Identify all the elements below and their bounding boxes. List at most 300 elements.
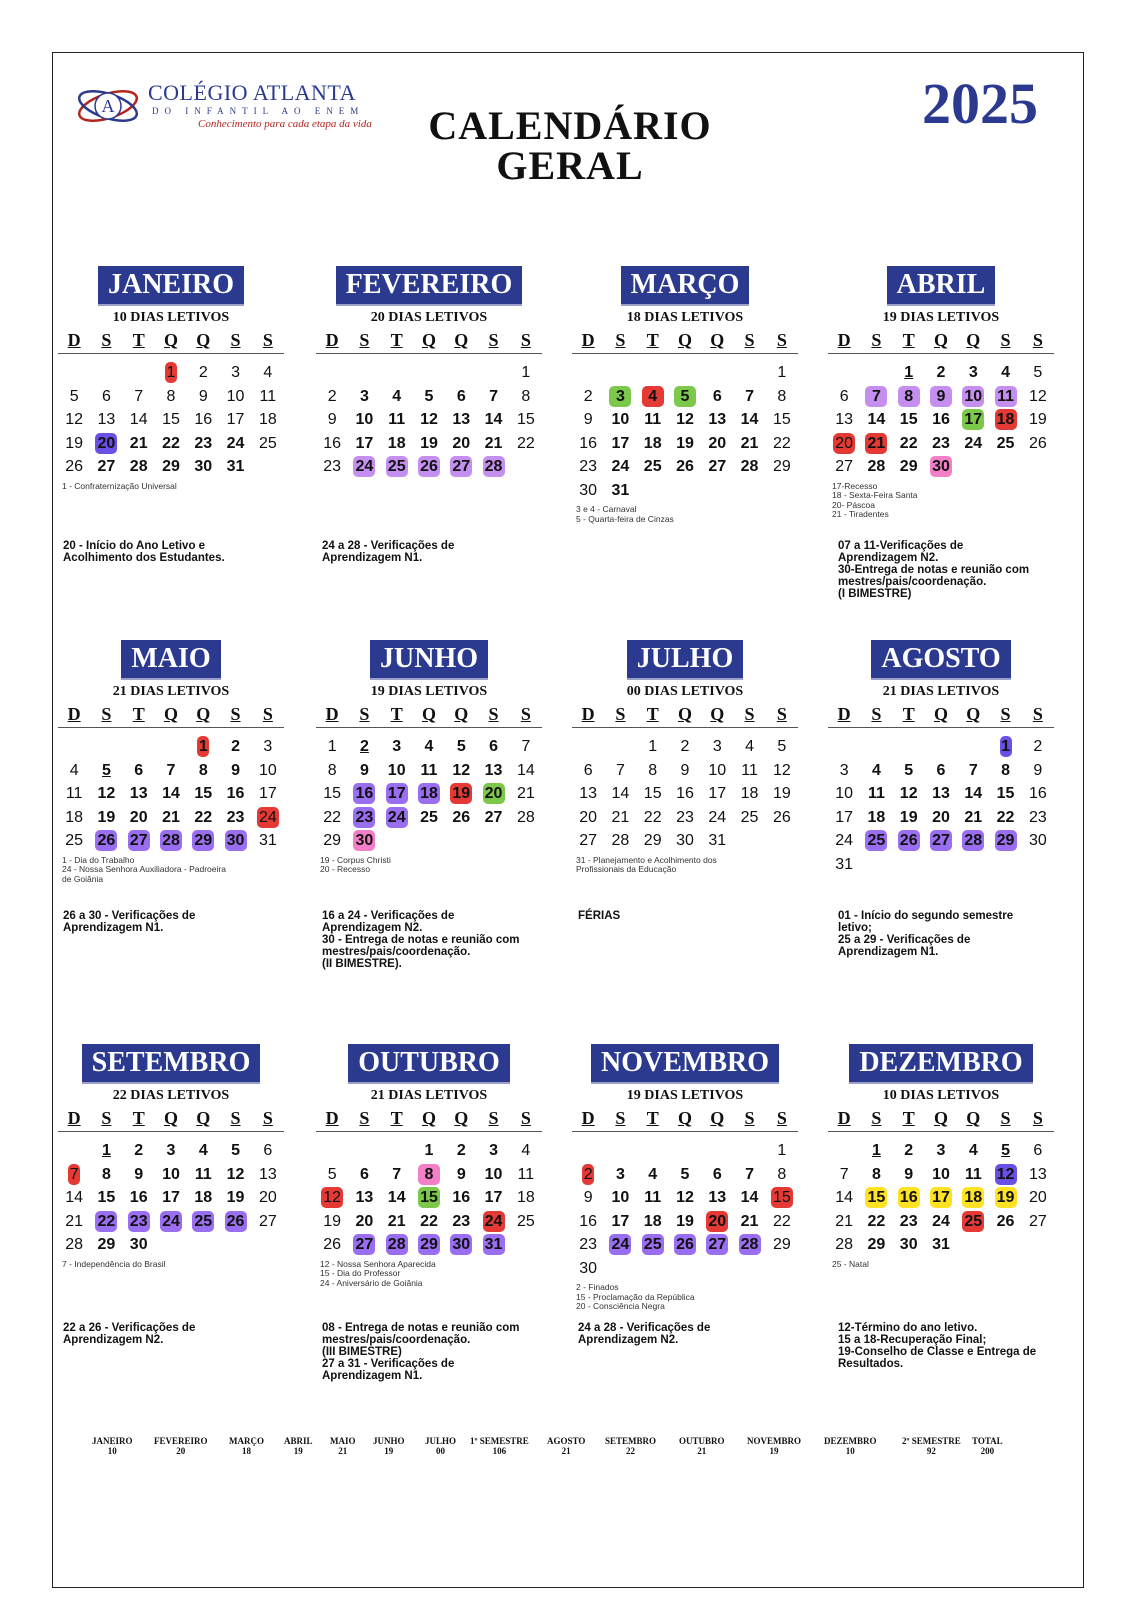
weekday-header: S <box>348 1106 380 1132</box>
day-number: 8 <box>327 761 337 779</box>
day-cell <box>58 456 90 480</box>
day-number: 15 <box>996 785 1015 802</box>
day-number: 29 <box>97 1236 116 1253</box>
weekday-header: Q <box>701 702 733 728</box>
summary-label: ABRIL <box>284 1436 313 1446</box>
grid-spacer <box>187 1132 219 1140</box>
day-cell <box>155 409 187 433</box>
day-number: 27 <box>708 458 727 475</box>
day-number: 17 <box>835 808 854 826</box>
grid-spacer <box>413 1132 445 1140</box>
day-number: 20 <box>258 1189 277 1206</box>
grid-spacer <box>219 728 251 736</box>
holiday-note: Profissionais da Educação <box>576 864 677 874</box>
day-number: 15 <box>194 785 213 802</box>
day-cell <box>90 1187 122 1211</box>
day-cell <box>572 1187 604 1211</box>
day-cell <box>572 1258 604 1282</box>
day-number: 28 <box>611 832 630 849</box>
day-number: 14 <box>516 761 535 779</box>
day-number: 16 <box>932 411 950 428</box>
day-number: 2 <box>1033 738 1043 755</box>
grid-spacer <box>604 728 636 736</box>
day-number: 7 <box>968 761 978 779</box>
day-number: 27 <box>484 808 503 826</box>
day-number: 24 <box>609 1234 631 1255</box>
day-cell <box>90 456 122 480</box>
weekday-header: D <box>828 1106 860 1132</box>
day-number: 16 <box>129 1189 148 1206</box>
day-number: 12 <box>226 1165 245 1183</box>
day-number: 25 <box>258 434 277 452</box>
weekday-header: S <box>510 702 542 728</box>
day-cell <box>925 1187 957 1211</box>
day-number: 30 <box>225 830 247 851</box>
summary-cell <box>373 1436 405 1456</box>
day-number: 2 <box>198 364 208 381</box>
day-number: 7 <box>134 387 144 405</box>
day-cell <box>1022 736 1054 760</box>
day-cell <box>766 362 798 386</box>
day-cell <box>925 1164 957 1188</box>
day-number: 2 <box>134 1142 144 1159</box>
day-number: 5 <box>1001 1142 1011 1159</box>
day-cell <box>477 386 509 410</box>
grid-spacer <box>701 1132 733 1140</box>
weekday-header: S <box>90 328 122 354</box>
day-cell <box>733 433 765 457</box>
day-cell <box>316 783 348 807</box>
day-cell <box>477 433 509 457</box>
empty-day <box>155 736 187 760</box>
day-number: 20 <box>833 433 855 454</box>
day-number: 11 <box>741 761 758 779</box>
day-cell <box>219 1164 251 1188</box>
day-number: 15 <box>97 1189 116 1206</box>
observation-text: 08 - Entrega de notas e reunião com mestres/pais/coordenação. (III BIMESTRE) 27 a 31 - Verificações de Aprendizagem N1. <box>322 1322 520 1382</box>
day-number: 15 <box>162 411 180 428</box>
holiday-note: 15 - Proclamação da República <box>576 1291 695 1302</box>
day-number: 24 <box>353 456 375 477</box>
day-number: 1 <box>871 1142 881 1159</box>
day-cell <box>219 1211 251 1235</box>
day-number: 15 <box>771 1187 793 1208</box>
day-cell <box>90 760 122 784</box>
day-cell <box>733 1164 765 1188</box>
day-cell <box>187 433 219 457</box>
day-cell <box>252 783 284 807</box>
day-number: 29 <box>867 1236 886 1253</box>
day-cell <box>957 433 989 457</box>
month-header <box>572 1044 798 1084</box>
month-name: ABRIL <box>887 266 996 306</box>
day-cell <box>187 783 219 807</box>
day-cell <box>413 1211 445 1235</box>
month-header <box>58 1044 284 1084</box>
weekday-header: D <box>572 328 604 354</box>
day-number: 1 <box>424 1142 434 1159</box>
day-cell <box>637 783 669 807</box>
day-cell <box>413 807 445 831</box>
grid-spacer <box>445 354 477 362</box>
grid-spacer <box>381 728 413 736</box>
day-number: 2 <box>456 1142 466 1159</box>
day-cell <box>445 783 477 807</box>
day-cell <box>187 362 219 386</box>
day-cell <box>413 433 445 457</box>
day-cell <box>58 433 90 457</box>
weekday-header: S <box>1022 328 1054 354</box>
day-number: 4 <box>745 738 755 755</box>
day-cell <box>766 1234 798 1258</box>
day-cell <box>316 1187 348 1211</box>
weekday-header: T <box>893 1106 925 1132</box>
day-cell <box>187 1164 219 1188</box>
day-cell <box>348 1187 380 1211</box>
day-number: 26 <box>772 808 791 826</box>
day-number: 23 <box>899 1212 918 1230</box>
title-line-1: CALENDÁRIO <box>428 103 712 148</box>
day-number: 3 <box>359 387 369 405</box>
day-cell <box>733 1187 765 1211</box>
day-number: 21 <box>865 433 887 454</box>
day-cell <box>669 830 701 854</box>
grid-spacer <box>1022 1132 1054 1140</box>
day-cell <box>445 807 477 831</box>
day-number: 27 <box>353 1234 375 1255</box>
weekday-header: Q <box>413 328 445 354</box>
day-cell <box>348 830 380 854</box>
grid-spacer <box>604 354 636 362</box>
day-cell <box>925 1211 957 1235</box>
day-number: 10 <box>162 1165 180 1183</box>
day-cell <box>219 760 251 784</box>
day-number: 26 <box>418 456 440 477</box>
day-cell <box>155 362 187 386</box>
day-number: 26 <box>898 830 920 851</box>
grid-spacer <box>925 1132 957 1140</box>
logo-motto: Conhecimento para cada etapa da vida <box>198 118 372 130</box>
day-cell <box>860 1140 892 1164</box>
day-cell <box>860 1187 892 1211</box>
day-cell <box>316 736 348 760</box>
weekday-header: Q <box>669 702 701 728</box>
day-cell <box>733 386 765 410</box>
day-number: 4 <box>392 387 402 405</box>
summary-value: 10 <box>107 1446 117 1456</box>
day-cell <box>860 1211 892 1235</box>
day-number: 20 <box>452 434 471 452</box>
day-number: 25 <box>740 808 759 826</box>
summary-value: 19 <box>384 1446 394 1456</box>
day-number: 30 <box>579 481 598 499</box>
grid-spacer <box>572 728 604 736</box>
day-number: 1 <box>166 364 176 381</box>
month-observation <box>322 910 542 970</box>
grid-spacer <box>348 1132 380 1140</box>
month-header <box>828 266 1054 306</box>
month-observation <box>838 1322 1058 1370</box>
weekday-header: S <box>1022 702 1054 728</box>
day-number: 7 <box>865 386 887 407</box>
month-observation <box>63 910 283 934</box>
day-number: 10 <box>355 411 374 428</box>
holiday-notes <box>320 1260 542 1289</box>
weekday-header: D <box>572 702 604 728</box>
day-cell <box>1022 830 1054 854</box>
day-cell <box>766 736 798 760</box>
day-cell <box>252 386 284 410</box>
day-number: 31 <box>835 855 854 873</box>
day-number: 14 <box>740 1189 759 1206</box>
day-number: 14 <box>162 785 180 802</box>
grid-spacer <box>477 1132 509 1140</box>
summary-label: JULHO <box>425 1436 457 1446</box>
day-number: 9 <box>930 386 952 407</box>
day-cell <box>445 1211 477 1235</box>
grid-spacer <box>572 354 604 362</box>
day-cell <box>477 1164 509 1188</box>
day-number: 25 <box>65 832 84 849</box>
empty-day <box>860 736 892 760</box>
summary-label: AGOSTO <box>547 1436 586 1446</box>
observation-text: 24 a 28 - Verificações de Aprendizagem N1. <box>322 540 455 564</box>
day-cell <box>252 807 284 831</box>
observation-text: 20 - Início do Ano Letivo e Acolhimento dos Estudantes. <box>63 540 225 564</box>
holiday-note: 20 - Recesso <box>320 864 371 874</box>
day-cell <box>219 456 251 480</box>
day-cell <box>445 386 477 410</box>
summary-cell <box>425 1436 456 1456</box>
day-number: 13 <box>129 785 148 802</box>
day-grid <box>316 702 542 854</box>
day-number: 29 <box>995 830 1017 851</box>
day-cell <box>637 1211 669 1235</box>
grid-spacer <box>348 728 380 736</box>
month-julho <box>572 640 798 875</box>
day-cell <box>413 1164 445 1188</box>
month-observation <box>322 1322 542 1382</box>
day-cell <box>58 1187 90 1211</box>
day-number: 7 <box>392 1165 402 1183</box>
day-number: 22 <box>516 434 535 452</box>
day-cell <box>58 386 90 410</box>
weekday-header: D <box>58 702 90 728</box>
grid-spacer <box>701 354 733 362</box>
summary-value: 21 <box>697 1446 707 1456</box>
weekday-header: Q <box>413 1106 445 1132</box>
holiday-note: 25 - Natal <box>832 1258 869 1269</box>
grid-spacer <box>957 1132 989 1140</box>
day-cell <box>766 807 798 831</box>
day-cell <box>766 1164 798 1188</box>
day-number: 22 <box>772 1212 791 1230</box>
school-days-count: 19 DIAS LETIVOS <box>882 310 1000 325</box>
weekday-header: Q <box>701 1106 733 1132</box>
day-number: 16 <box>323 434 342 452</box>
summary-label: MARÇO <box>229 1436 264 1446</box>
day-cell <box>957 362 989 386</box>
day-number: 6 <box>583 761 593 779</box>
day-number: 9 <box>456 1165 466 1183</box>
day-number: 15 <box>643 785 662 802</box>
day-number: 14 <box>387 1189 406 1206</box>
empty-day <box>733 1140 765 1164</box>
day-cell <box>989 807 1021 831</box>
day-grid <box>58 328 284 480</box>
day-number: 2 <box>583 1165 593 1183</box>
weekday-header: S <box>252 702 284 728</box>
empty-day <box>381 362 413 386</box>
day-cell <box>893 386 925 410</box>
summary-label: DEZEMBRO <box>824 1436 877 1446</box>
grid-spacer <box>893 1132 925 1140</box>
weekday-header: S <box>733 1106 765 1132</box>
weekday-header: S <box>989 1106 1021 1132</box>
day-cell <box>477 783 509 807</box>
day-number: 17 <box>355 434 374 452</box>
day-number: 7 <box>839 1165 849 1183</box>
day-cell <box>766 433 798 457</box>
page-title <box>400 103 740 188</box>
day-number: 8 <box>101 1165 111 1183</box>
day-cell <box>90 1140 122 1164</box>
day-number: 29 <box>162 458 180 475</box>
day-number: 28 <box>160 830 182 851</box>
holiday-note: 1 - Confraternização Universal <box>62 480 177 491</box>
day-cell <box>187 760 219 784</box>
day-number: 10 <box>611 411 630 428</box>
day-number: 1 <box>777 364 787 381</box>
day-number: 28 <box>129 458 148 475</box>
day-cell <box>316 456 348 480</box>
day-cell <box>1022 362 1054 386</box>
day-cell <box>957 409 989 433</box>
empty-day <box>828 1140 860 1164</box>
day-number: 6 <box>263 1142 273 1159</box>
day-number: 6 <box>839 387 849 405</box>
day-cell <box>1022 409 1054 433</box>
day-cell <box>445 736 477 760</box>
day-cell <box>637 433 669 457</box>
day-number: 6 <box>456 387 466 405</box>
day-cell <box>572 1234 604 1258</box>
day-number: 28 <box>962 830 984 851</box>
grid-spacer <box>828 728 860 736</box>
day-cell <box>348 1211 380 1235</box>
weekday-header: D <box>58 1106 90 1132</box>
day-number: 26 <box>225 1211 247 1232</box>
weekday-header: Q <box>187 328 219 354</box>
day-cell <box>828 807 860 831</box>
day-cell <box>733 760 765 784</box>
weekday-header: S <box>733 328 765 354</box>
day-number: 25 <box>962 1211 984 1232</box>
weekday-header: Q <box>445 702 477 728</box>
day-cell <box>957 807 989 831</box>
day-cell <box>925 433 957 457</box>
day-number: 23 <box>579 458 598 475</box>
day-number: 27 <box>930 830 952 851</box>
day-number: 27 <box>835 458 854 475</box>
summary-label: MAIO <box>330 1436 356 1446</box>
empty-day <box>669 362 701 386</box>
day-number: 24 <box>835 832 854 849</box>
day-cell <box>637 386 669 410</box>
month-setembro <box>58 1044 284 1269</box>
day-cell <box>701 1234 733 1258</box>
grid-spacer <box>155 354 187 362</box>
day-cell <box>637 456 669 480</box>
holiday-note: 20 - Consciência Negra <box>576 1301 665 1311</box>
day-number: 27 <box>258 1212 277 1230</box>
weekday-header: S <box>860 1106 892 1132</box>
weekday-header: S <box>860 702 892 728</box>
day-number: 24 <box>226 434 245 452</box>
grid-spacer <box>445 728 477 736</box>
day-number: 19 <box>676 434 694 452</box>
summary-label: 2º SEMESTRE <box>902 1436 961 1446</box>
day-number: 25 <box>516 1212 535 1230</box>
day-number: 1 <box>648 738 658 755</box>
day-cell <box>155 1140 187 1164</box>
day-number: 7 <box>745 387 755 405</box>
month-name: MAIO <box>121 640 220 680</box>
observation-text: 12-Término do ano letivo. 15 a 18-Recuperação Final; 19-Conselho de Classe e Entrega de Resultados. <box>838 1322 1037 1370</box>
day-cell <box>477 1187 509 1211</box>
day-number: 17 <box>162 1189 180 1206</box>
day-cell <box>860 1234 892 1258</box>
day-cell <box>957 783 989 807</box>
summary-cell <box>229 1436 264 1456</box>
day-number: 13 <box>355 1189 374 1206</box>
grid-spacer <box>413 728 445 736</box>
day-cell <box>1022 1140 1054 1164</box>
day-number: 16 <box>226 785 245 802</box>
day-cell <box>90 433 122 457</box>
day-number: 12 <box>676 1189 694 1206</box>
empty-day <box>604 362 636 386</box>
day-cell <box>925 783 957 807</box>
day-number: 9 <box>904 1165 914 1183</box>
summary-value: 00 <box>436 1446 445 1456</box>
day-cell <box>572 386 604 410</box>
day-cell <box>572 783 604 807</box>
grid-spacer <box>701 728 733 736</box>
day-cell <box>348 386 380 410</box>
day-cell <box>187 386 219 410</box>
day-number: 13 <box>708 1189 727 1206</box>
day-number: 10 <box>708 761 727 779</box>
day-number: 13 <box>452 411 471 428</box>
day-number: 29 <box>772 458 791 475</box>
day-cell <box>989 830 1021 854</box>
grid-spacer <box>510 1132 542 1140</box>
day-number: 10 <box>387 761 406 779</box>
day-cell <box>123 1234 155 1258</box>
grid-spacer <box>90 728 122 736</box>
day-number: 14 <box>964 785 983 802</box>
summary-value: 18 <box>242 1446 251 1456</box>
weekday-header: D <box>572 1106 604 1132</box>
day-cell <box>510 433 542 457</box>
empty-day <box>957 736 989 760</box>
day-number: 5 <box>1033 364 1043 381</box>
day-cell <box>828 760 860 784</box>
day-number: 18 <box>867 808 886 826</box>
day-number: 4 <box>69 761 79 779</box>
day-number: 5 <box>904 761 914 779</box>
